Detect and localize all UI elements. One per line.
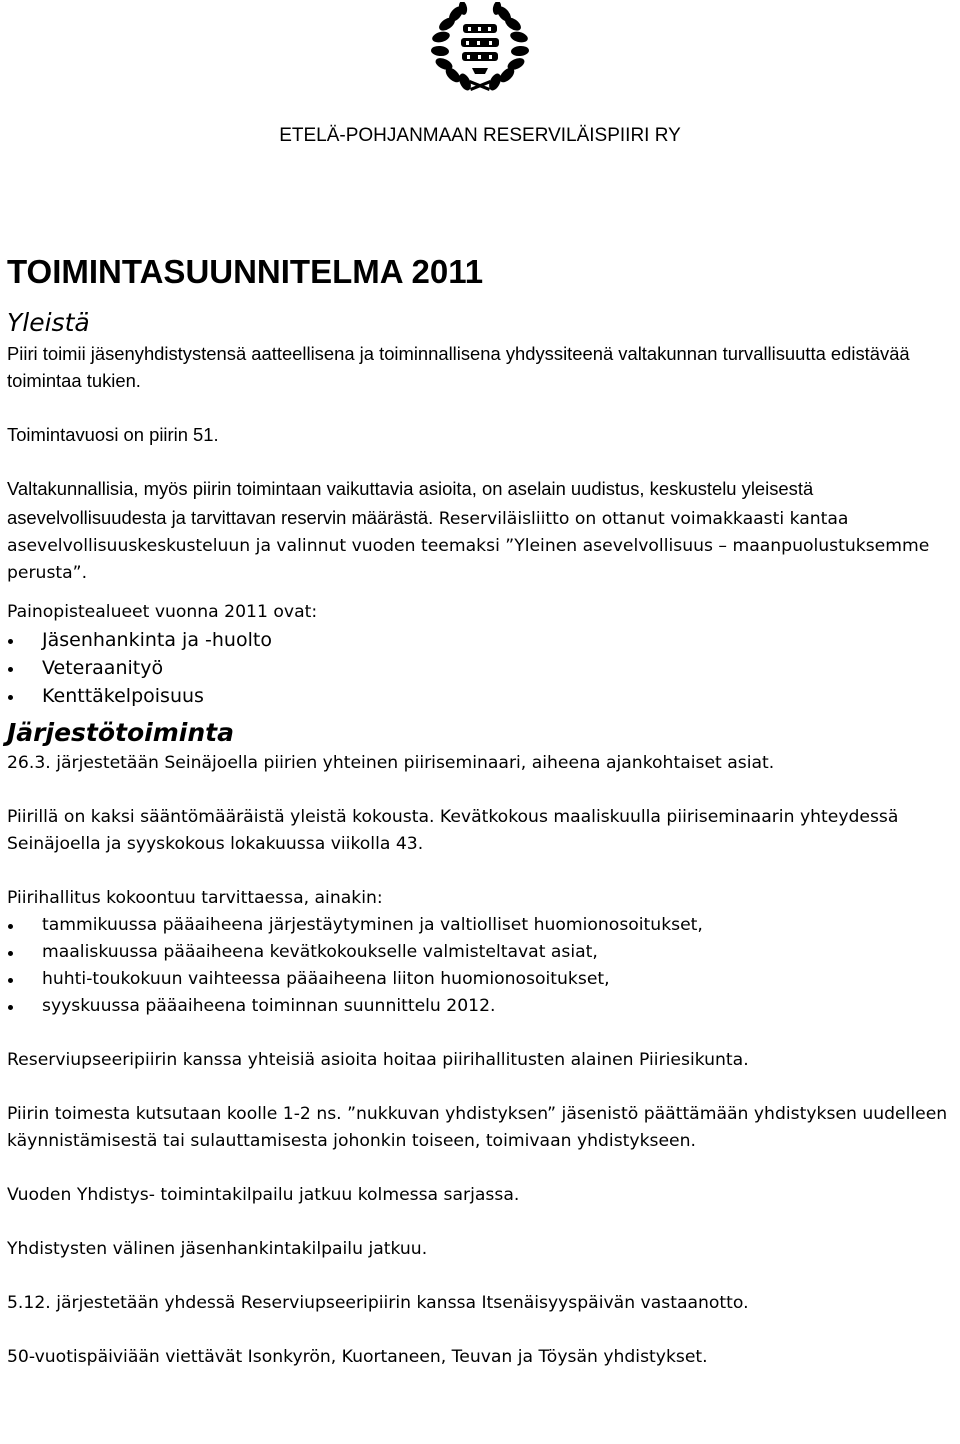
list-item-text: huhti-toukokuun vaihteessa pääaiheena liiton huomionosoitukset,	[42, 969, 610, 989]
list-item-text: Kenttäkelpoisuus	[42, 685, 204, 707]
paragraph-part: Valtakunnallisia, myös piirin toimintaan vaikuttavia asioita, on aselain uudistus, keskustelu yleisestä asevelvollisuudesta ja tarvittavan reservin määrästä.	[7, 478, 814, 528]
bullet-icon	[8, 695, 13, 700]
board-meetings-intro: Piirihallitus kokoontuu tarvittaessa, ainakin:	[7, 888, 383, 908]
document-title: TOIMINTASUUNNITELMA 2011	[7, 253, 484, 290]
focus-areas-intro: Painopistealueet vuonna 2011 ovat:	[7, 602, 318, 622]
board-meetings-list	[7, 912, 960, 1020]
list-item	[7, 939, 960, 966]
paragraph: Piirillä on kaksi sääntömääräistä yleistä kokousta. Kevätkokous maaliskuulla piiriseminaarin yhteydessä Seinäjoella ja syyskokous lokakuussa viikolla 43.	[7, 807, 899, 854]
list-item	[7, 912, 960, 939]
paragraph: 5.12. järjestetään yhdessä Reserviupseeripiirin kanssa Itsenäisyyspäivän vastaanotto.	[7, 1293, 749, 1313]
paragraph: Yhdistysten välinen jäsenhankintakilpailu jatkuu.	[7, 1239, 428, 1259]
paragraph-part: Reserviläisliitto on ottanut voimakkaasti kantaa asevelvollisuuskeskusteluun ja valinnut vuoden teemaksi ”Yleinen asevelvollisuus – maanpuolustuksemme perusta”.	[7, 509, 930, 583]
paragraph: Reserviupseeripiirin kanssa yhteisiä asioita hoitaa piirihallitusten alainen Piiriesikunta.	[7, 1050, 749, 1070]
paragraph: Piirin toimesta kutsutaan koolle 1-2 ns. ”nukkuvan yhdistyksen” jäsenistö päättämään yhdistyksen uudelleen käynnistämisestä tai sulauttamisesta johonkin toiseen, toimivaan yhdistykseen.	[7, 1104, 948, 1151]
list-item	[7, 654, 960, 682]
list-item	[7, 626, 960, 654]
bullet-icon	[8, 924, 13, 929]
laurel-wreath-icon	[430, 2, 530, 94]
organization-name: ETELÄ-POHJANMAAN RESERVILÄISPIIRI RY	[279, 125, 681, 146]
section-heading-general: Yleistä	[7, 308, 90, 337]
paragraph: Toimintavuosi on piirin 51.	[7, 424, 219, 445]
list-item	[7, 682, 960, 710]
paragraph: 50-vuotispäiviään viettävät Isonkyrön, Kuortaneen, Teuvan ja Töysän yhdistykset.	[7, 1347, 708, 1367]
focus-areas-list	[7, 626, 960, 710]
document-body	[7, 248, 960, 1371]
bullet-icon	[8, 1005, 13, 1010]
paragraph	[7, 475, 960, 587]
list-item-text: maaliskuussa pääaiheena kevätkokoukselle valmisteltavat asiat,	[42, 942, 598, 962]
paragraph: Vuoden Yhdistys- toimintakilpailu jatkuu kolmessa sarjassa.	[7, 1185, 520, 1205]
list-item-text: Jäsenhankinta ja -huolto	[42, 629, 272, 651]
list-item	[7, 966, 960, 993]
list-item	[7, 993, 960, 1020]
list-item-text: syyskuussa pääaiheena toiminnan suunnittelu 2012.	[42, 996, 496, 1016]
list-item-text: Veteraanityö	[42, 657, 164, 679]
bullet-icon	[8, 951, 13, 956]
section-heading-organization: Järjestötoiminta	[7, 718, 234, 747]
bullet-icon	[8, 667, 13, 672]
bullet-icon	[8, 639, 13, 644]
list-item-text: tammikuussa pääaiheena järjestäytyminen ja valtiolliset huomionosoitukset,	[42, 915, 703, 935]
bullet-icon	[8, 978, 13, 983]
laurel-wreath-logo	[430, 2, 530, 94]
paragraph: 26.3. järjestetään Seinäjoella piirien yhteinen piiriseminaari, aiheena ajankohtaiset asiat.	[7, 753, 775, 773]
paragraph: Piiri toimii jäsenyhdistystensä aatteellisena ja toiminnallisena yhdyssiteenä valtakunnan turvallisuutta edistävää toimintaa tukien.	[7, 343, 910, 391]
